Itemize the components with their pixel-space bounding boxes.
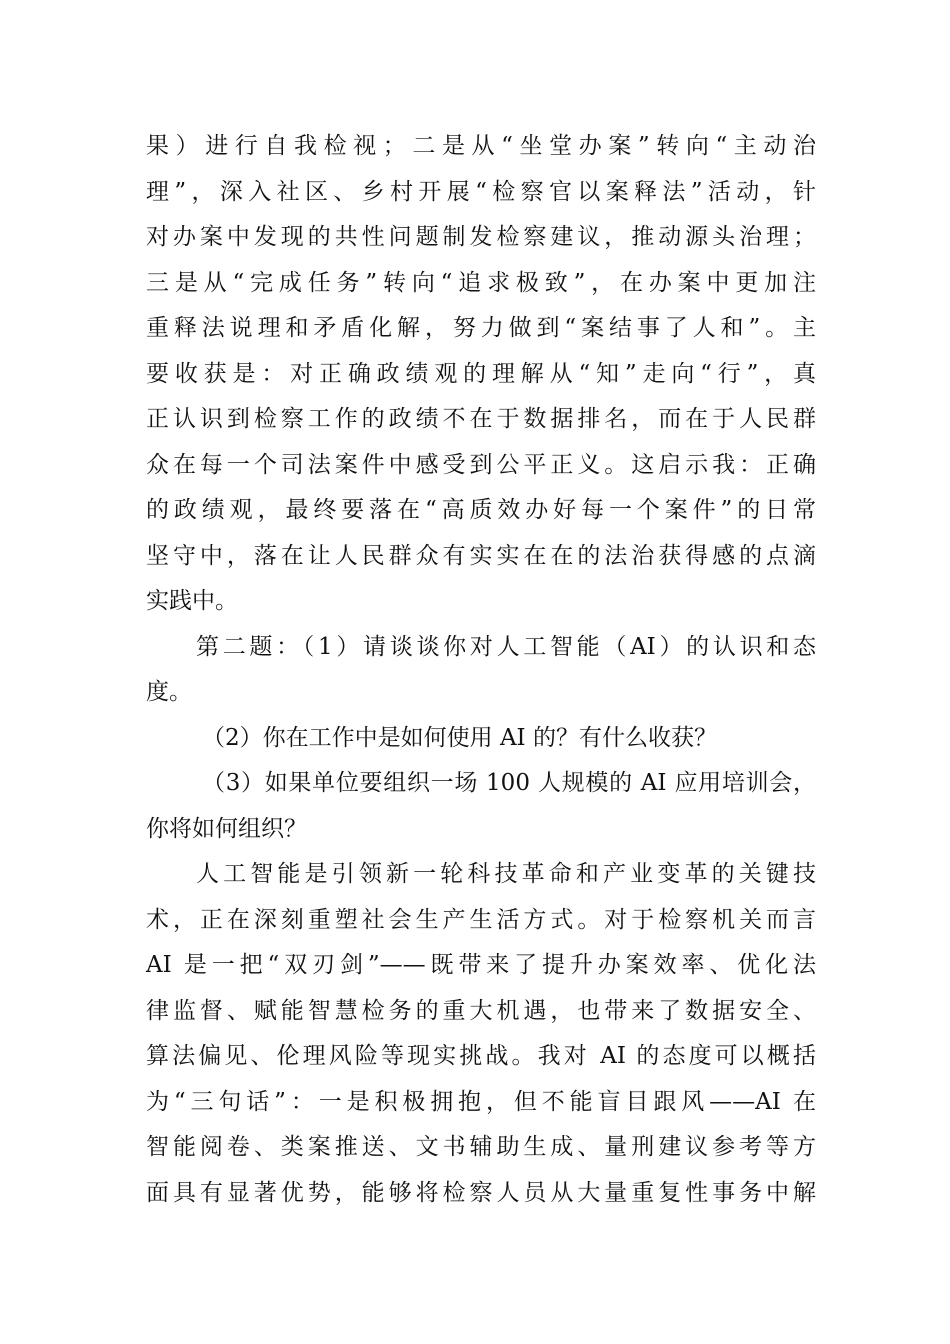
text-line: 坚守中，落在让人民群众有实实在在的法治获得感的点滴 bbox=[146, 542, 816, 569]
text-line: 众在每一个司法案件中感受到公平正义。这启示我：正确 bbox=[146, 451, 816, 478]
question-item: （2）你在工作中是如何使用 AI 的？有什么收获？ bbox=[202, 724, 717, 751]
text-line: 果）进行自我检视；二是从“坐堂办案”转向“主动治 bbox=[146, 133, 816, 159]
text-line: 三是从“完成任务”转向“追求极致”，在办案中更加注 bbox=[146, 269, 816, 296]
text-line: 要收获是：对正确政绩观的理解从“知”走向“行”，真 bbox=[146, 360, 816, 387]
text-line: 的政绩观，最终要落在“高质效办好每一个案件”的日常 bbox=[146, 497, 816, 523]
text-line: 你将如何组织？ bbox=[146, 815, 307, 842]
document-body bbox=[146, 124, 816, 1216]
text-line: 算法偏见、伦理风险等现实挑战。我对 AI 的态度可以概括 bbox=[146, 1043, 816, 1069]
text-line: 面具有显著优势，能够将检察人员从大量重复性事务中解 bbox=[146, 1179, 816, 1206]
text-line: 重释法说理和矛盾化解，努力做到“案结事了人和”。主 bbox=[146, 315, 816, 341]
text-line: 实践中。 bbox=[146, 588, 238, 614]
question-heading: 第二题：（1）请谈谈你对人工智能（AI）的认识和态 bbox=[196, 633, 816, 660]
text-line: 为“三句话”：一是积极拥抱，但不能盲目跟风——AI 在 bbox=[146, 1088, 816, 1115]
text-line: 律监督、赋能智慧检务的重大机遇，也带来了数据安全、 bbox=[146, 997, 816, 1024]
question-item: （3）如果单位要组织一场 100 人规模的 AI 应用培训会， bbox=[202, 770, 816, 796]
text-line: 对办案中发现的共性问题制发检察建议，推动源头治理； bbox=[146, 224, 816, 250]
text-line: 智能阅卷、类案推送、文书辅助生成、量刑建议参考等方 bbox=[146, 1134, 816, 1160]
answer-paragraph-start: 人工智能是引领新一轮科技革命和产业变革的关键技 bbox=[196, 861, 816, 887]
text-line: 理”，深入社区、乡村开展“检察官以案释法”活动，针 bbox=[146, 178, 816, 205]
text-line: 正认识到检察工作的政绩不在于数据排名，而在于人民群 bbox=[146, 406, 816, 432]
text-line: 度。 bbox=[146, 679, 192, 705]
text-line: 术，正在深刻重塑社会生产生活方式。对于检察机关而言 bbox=[146, 906, 816, 933]
text-line: AI 是一把“双刃剑”——既带来了提升办案效率、优化法 bbox=[146, 952, 816, 978]
